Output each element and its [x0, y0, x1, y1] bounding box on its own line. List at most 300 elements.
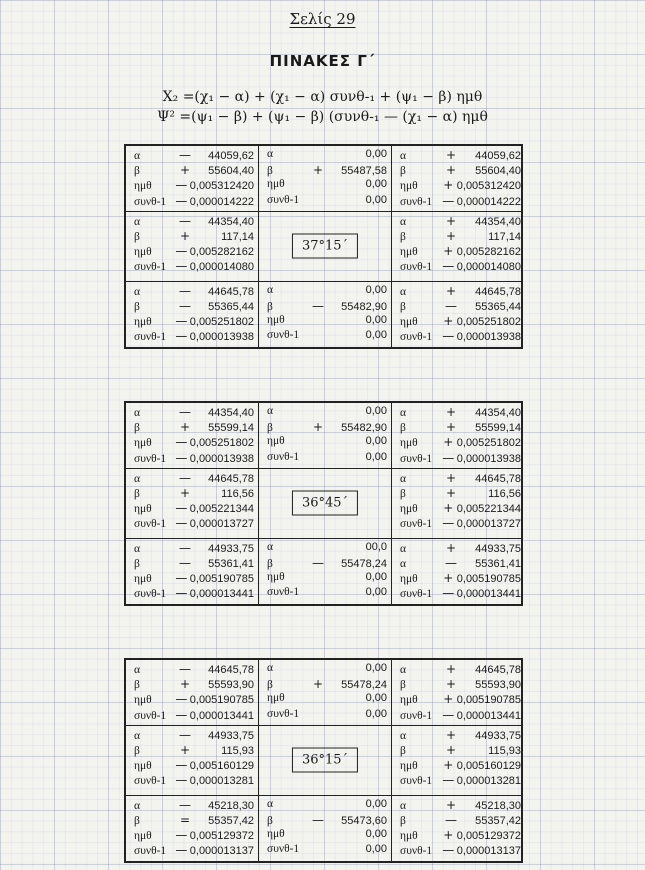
- sign-symbol: +: [445, 405, 457, 419]
- sign-symbol: +: [443, 692, 454, 707]
- table-line: [132, 214, 254, 229]
- coefficient-value: 115,93: [221, 744, 254, 757]
- coefficient-label: συνθ-1: [267, 329, 300, 342]
- table-cell-right: [392, 660, 525, 725]
- sign-symbol: +: [312, 420, 324, 435]
- coefficient-label: συνθ-1: [134, 452, 167, 465]
- coefficient-label: συνθ-1: [400, 452, 433, 465]
- coefficient-value: 44933,75: [208, 729, 254, 742]
- table-cell-mid: [259, 212, 392, 281]
- sign-symbol: —: [175, 571, 188, 586]
- angle-label: 36°45΄: [292, 491, 358, 516]
- section-heading: ΠΙΝΑΚΕΣ Γ΄: [269, 52, 376, 70]
- table-line: [132, 471, 254, 486]
- table-line: [398, 259, 521, 274]
- coefficient-label: ημθ: [267, 828, 285, 841]
- coefficient-value: 55599,14: [475, 422, 521, 435]
- sign-symbol: —: [179, 797, 191, 812]
- coefficient-label: α: [267, 283, 274, 296]
- coefficient-value: 0,000013137: [189, 845, 254, 858]
- table-line: [265, 284, 387, 299]
- coefficient-value: 44933,75: [208, 542, 254, 555]
- table-line: [398, 244, 521, 259]
- table-row: [126, 796, 521, 861]
- coefficient-value: 44645,78: [208, 472, 254, 485]
- sign-symbol: —: [442, 259, 455, 274]
- sign-symbol: +: [443, 314, 454, 329]
- table-line: [132, 843, 254, 858]
- coefficient-value: 44059,62: [208, 150, 254, 162]
- coefficient-label: α: [267, 540, 274, 553]
- coefficient-value: 44354,40: [208, 407, 254, 419]
- sign-symbol: —: [175, 707, 188, 722]
- sign-symbol: —: [175, 329, 188, 344]
- sign-symbol: —: [175, 828, 188, 843]
- table-line: [398, 284, 521, 299]
- sign-symbol: —: [175, 314, 188, 329]
- sign-symbol: +: [445, 283, 457, 298]
- table-cell-left: [126, 660, 259, 725]
- coefficient-label: συνθ-1: [134, 518, 167, 531]
- coefficient-value: 0,005129372: [456, 830, 521, 843]
- coefficient-label: συνθ-1: [134, 775, 167, 788]
- table-row: [126, 660, 521, 726]
- sign-symbol: +: [445, 228, 457, 243]
- sign-symbol: —: [179, 555, 191, 570]
- sign-symbol: +: [445, 677, 457, 692]
- coefficient-value: 0,000014222: [189, 195, 254, 208]
- coefficient-label: ημθ: [400, 437, 418, 450]
- coefficient-label: β: [267, 165, 273, 178]
- coefficient-value: 44645,78: [475, 285, 521, 298]
- coefficient-value: 00,0: [365, 540, 387, 553]
- sign-symbol: —: [445, 555, 457, 570]
- table-line: [398, 773, 521, 788]
- sign-symbol: +: [179, 677, 191, 692]
- sign-symbol: —: [175, 259, 188, 274]
- coefficient-label: α: [134, 542, 141, 555]
- coefficient-label: συνθ-1: [267, 707, 300, 720]
- coefficient-value: 55604,40: [475, 165, 521, 178]
- table-line: [132, 541, 254, 556]
- table-line: [265, 556, 387, 571]
- coefficient-value: 117,14: [221, 230, 254, 243]
- coefficient-label: συνθ-1: [267, 843, 300, 856]
- page-title: Σελίς 29: [289, 10, 356, 28]
- sign-symbol: +: [445, 163, 457, 178]
- coefficient-label: β: [400, 744, 406, 757]
- coefficient-value: 0,005160129: [189, 760, 254, 773]
- sign-symbol: +: [443, 435, 454, 450]
- table-line: [265, 178, 387, 193]
- sign-symbol: —: [442, 586, 455, 601]
- coefficient-label: ημθ: [400, 573, 418, 586]
- coefficient-label: β: [134, 230, 140, 243]
- coefficient-value: 55482,90: [341, 300, 387, 313]
- coefficient-value: 0,005251802: [189, 316, 254, 329]
- table-line: [132, 244, 254, 259]
- angle-label: 37°15΄: [292, 234, 358, 259]
- table-line: [265, 420, 387, 435]
- coefficient-label: συνθ-1: [400, 709, 433, 722]
- coefficient-value: 55357,42: [208, 814, 254, 827]
- coefficient-label: α: [134, 729, 141, 742]
- coefficient-label: ημθ: [134, 573, 152, 586]
- coefficient-value: 0,00: [365, 797, 387, 810]
- table-line: [398, 586, 521, 601]
- table-line: [132, 743, 254, 758]
- table-line: [265, 798, 387, 813]
- coefficient-label: β: [400, 679, 406, 692]
- table-line: [398, 677, 521, 692]
- coefficient-label: α: [134, 285, 141, 298]
- coefficient-label: ημθ: [134, 830, 152, 843]
- coefficient-label: β: [267, 679, 273, 692]
- sign-symbol: +: [179, 420, 191, 435]
- coefficient-label: β: [267, 557, 273, 570]
- sign-symbol: +: [445, 742, 457, 757]
- table-line: [398, 662, 521, 677]
- coefficient-value: 0,00: [365, 314, 387, 327]
- table-line: [265, 828, 387, 843]
- coefficient-value: 0,000013441: [456, 709, 521, 722]
- table-line: [132, 501, 254, 516]
- table-line: [265, 541, 387, 556]
- coefficient-value: 0,00: [365, 843, 387, 856]
- coefficient-label: ημθ: [134, 760, 152, 773]
- coefficient-label: συνθ-1: [267, 586, 300, 599]
- coefficient-label: β: [134, 744, 140, 757]
- table-line: [265, 314, 387, 329]
- coefficient-value: 0,005221344: [456, 503, 521, 516]
- sign-symbol: —: [312, 812, 324, 827]
- table-cell-right: [392, 796, 525, 861]
- coefficient-label: συνθ-1: [400, 588, 433, 601]
- coefficient-value: 44354,40: [475, 407, 521, 419]
- sign-symbol: +: [445, 420, 457, 435]
- table-cell-left: [126, 403, 259, 468]
- coefficient-value: 55593,90: [208, 679, 254, 692]
- coefficient-value: 44354,40: [475, 215, 521, 228]
- coefficient-value: 116,56: [488, 487, 521, 500]
- table-line: [132, 662, 254, 677]
- coefficient-value: 0,000013441: [189, 588, 254, 601]
- sign-symbol: +: [443, 244, 454, 259]
- coefficient-label: α: [267, 405, 274, 417]
- table-cell-left: [126, 726, 259, 795]
- table-cell-mid: [259, 539, 392, 604]
- coefficient-value: 0,000014222: [456, 195, 521, 208]
- coefficient-label: ημθ: [400, 316, 418, 329]
- coefficient-value: 55361,41: [475, 557, 521, 570]
- sign-symbol: —: [442, 329, 455, 344]
- coefficient-value: 55357,42: [475, 814, 521, 827]
- coefficient-label: α: [267, 662, 274, 674]
- table-line: [265, 405, 387, 420]
- sign-symbol: +: [443, 571, 454, 586]
- table-line: [132, 828, 254, 843]
- coefficient-value: 0,000014080: [189, 261, 254, 274]
- table-line: [132, 405, 254, 420]
- coefficient-label: ημθ: [400, 246, 418, 259]
- coefficient-value: 0,005190785: [456, 694, 521, 707]
- table-cell-left: [126, 469, 259, 538]
- coefficient-value: 0,005190785: [189, 694, 254, 707]
- table-line: [398, 728, 521, 743]
- table-line: [132, 486, 254, 501]
- coefficient-label: α: [134, 664, 141, 676]
- table-line: [398, 798, 521, 813]
- coefficient-label: β: [400, 487, 406, 500]
- table-row: [126, 403, 521, 469]
- coefficient-label: β: [134, 422, 140, 435]
- table-cell-mid: [259, 403, 392, 468]
- coefficient-value: 0,00: [365, 450, 387, 463]
- coefficient-label: συνθ-1: [134, 709, 167, 722]
- table-line: [132, 586, 254, 601]
- coefficient-value: 55599,14: [208, 422, 254, 435]
- sign-symbol: —: [442, 450, 455, 465]
- coefficient-label: ημθ: [134, 180, 152, 193]
- coefficient-label: συνθ-1: [400, 518, 433, 531]
- table-line: [132, 798, 254, 813]
- coefficient-value: 0,00: [365, 148, 387, 160]
- coefficient-label: α: [134, 799, 141, 812]
- sign-symbol: —: [175, 244, 188, 259]
- coefficient-table-1: [124, 144, 523, 349]
- coefficient-value: 44354,40: [208, 215, 254, 228]
- coefficient-label: συνθ-1: [134, 588, 167, 601]
- sign-symbol: —: [175, 773, 188, 788]
- coefficient-value: 55361,41: [208, 557, 254, 570]
- table-line: [398, 314, 521, 329]
- sign-symbol: —: [442, 843, 455, 858]
- coefficient-label: συνθ-1: [400, 845, 433, 858]
- coefficient-value: 0,00: [365, 329, 387, 342]
- coefficient-value: 0,00: [365, 405, 387, 417]
- table-line: [398, 451, 521, 466]
- sign-symbol: —: [179, 283, 191, 298]
- coefficient-label: ημθ: [267, 178, 285, 191]
- table-line: [398, 541, 521, 556]
- sign-symbol: +: [312, 677, 324, 692]
- coefficient-value: 0,00: [365, 571, 387, 584]
- table-cell-right: [392, 146, 525, 211]
- table-line: [265, 843, 387, 858]
- table-line: [132, 420, 254, 435]
- sign-symbol: —: [179, 298, 191, 313]
- coefficient-label: α: [400, 729, 407, 742]
- coefficient-label: συνθ-1: [400, 261, 433, 274]
- coefficient-label: α: [134, 150, 141, 162]
- table-line: [398, 556, 521, 571]
- coefficient-label: β: [400, 814, 406, 827]
- coefficient-value: 44645,78: [208, 664, 254, 676]
- coefficient-value: 44933,75: [475, 729, 521, 742]
- table-line: [132, 556, 254, 571]
- coefficient-label: β: [134, 165, 140, 178]
- sign-symbol: —: [179, 662, 191, 676]
- table-line: [398, 471, 521, 486]
- coefficient-value: 0,005221344: [189, 503, 254, 516]
- sign-symbol: —: [175, 450, 188, 465]
- coefficient-label: συνθ-1: [400, 775, 433, 788]
- coefficient-value: 55478,24: [341, 557, 387, 570]
- table-line: [132, 516, 254, 531]
- sign-symbol: +: [179, 228, 191, 243]
- table-line: [265, 692, 387, 707]
- coefficient-label: α: [400, 557, 407, 570]
- coefficient-value: 0,005312420: [456, 180, 521, 193]
- coefficient-label: β: [134, 679, 140, 692]
- coefficient-label: β: [400, 422, 406, 435]
- coefficient-label: α: [267, 148, 274, 160]
- table-row: [126, 146, 521, 212]
- coefficient-label: β: [267, 814, 273, 827]
- coefficient-value: 0,005251802: [456, 437, 521, 450]
- coefficient-label: συνθ-1: [134, 845, 167, 858]
- coefficient-label: ημθ: [267, 314, 285, 327]
- coefficient-label: συνθ-1: [134, 331, 167, 344]
- coefficient-value: 55478,24: [341, 679, 387, 692]
- table-line: [398, 813, 521, 828]
- table-cell-right: [392, 212, 525, 281]
- table-line: [265, 571, 387, 586]
- coefficient-value: 0,005190785: [456, 573, 521, 586]
- table-cell-mid: [259, 726, 392, 795]
- table-line: [132, 229, 254, 244]
- sign-symbol: —: [442, 193, 455, 208]
- sign-symbol: —: [442, 516, 455, 531]
- formula-psi2: Ψ² =(ψ₁ − β) + (ψ₁ − β) (συνθ-₁ — (χ₁ − α) ημθ: [157, 109, 488, 125]
- coefficient-value: 0,005251802: [189, 437, 254, 450]
- table-line: [398, 163, 521, 178]
- coefficient-label: α: [400, 285, 407, 298]
- table-cell-left: [126, 539, 259, 604]
- table-line: [265, 677, 387, 692]
- table-line: [132, 299, 254, 314]
- coefficient-label: β: [400, 165, 406, 178]
- sign-symbol: —: [312, 555, 324, 570]
- coefficient-value: 55487,58: [341, 165, 387, 178]
- coefficient-label: συνθ-1: [134, 261, 167, 274]
- table-line: [398, 178, 521, 193]
- coefficient-value: 44645,78: [475, 664, 521, 676]
- coefficient-label: ημθ: [267, 435, 285, 448]
- coefficient-label: ημθ: [134, 316, 152, 329]
- table-cell-right: [392, 726, 525, 795]
- table-line: [398, 435, 521, 450]
- coefficient-value: 0,000013441: [189, 709, 254, 722]
- sign-symbol: —: [175, 758, 188, 773]
- coefficient-value: 0,000014080: [456, 261, 521, 274]
- table-line: [398, 148, 521, 163]
- sign-symbol: —: [179, 148, 191, 162]
- table-line: [132, 194, 254, 209]
- table-cell-left: [126, 146, 259, 211]
- table-line: [398, 420, 521, 435]
- table-cell-mid: [259, 146, 392, 211]
- table-line: [132, 148, 254, 163]
- table-row: [126, 469, 521, 539]
- table-line: [398, 843, 521, 858]
- sign-symbol: +: [445, 540, 457, 555]
- coefficient-value: 0,005190785: [189, 573, 254, 586]
- table-line: [398, 692, 521, 707]
- sign-symbol: —: [175, 843, 188, 858]
- table-line: [265, 299, 387, 314]
- table-row: [126, 282, 521, 347]
- coefficient-value: 55473,60: [341, 814, 387, 827]
- coefficient-value: 44059,62: [475, 150, 521, 162]
- table-line: [398, 828, 521, 843]
- table-cell-left: [126, 212, 259, 281]
- table-line: [398, 708, 521, 723]
- coefficient-value: 0,00: [365, 435, 387, 448]
- coefficient-label: β: [400, 300, 406, 313]
- sign-symbol: +: [445, 485, 457, 500]
- coefficient-value: 0,00: [365, 178, 387, 191]
- sign-symbol: +: [443, 828, 454, 843]
- coefficient-value: 0,005312420: [189, 180, 254, 193]
- table-line: [398, 214, 521, 229]
- table-line: [132, 728, 254, 743]
- coefficient-value: 0,005251802: [456, 316, 521, 329]
- coefficient-label: α: [134, 472, 141, 485]
- coefficient-label: α: [400, 799, 407, 812]
- coefficient-label: β: [267, 300, 273, 313]
- table-line: [398, 194, 521, 209]
- table-line: [132, 571, 254, 586]
- table-cell-right: [392, 282, 525, 347]
- coefficient-label: συνθ-1: [267, 450, 300, 463]
- coefficient-label: α: [400, 472, 407, 485]
- coefficient-label: α: [400, 215, 407, 228]
- sign-symbol: —: [442, 773, 455, 788]
- sign-symbol: —: [175, 516, 188, 531]
- coefficient-label: συνθ-1: [134, 195, 167, 208]
- sign-symbol: +: [179, 742, 191, 757]
- coefficient-value: 0,000013727: [189, 518, 254, 531]
- sign-symbol: —: [179, 470, 191, 485]
- table-line: [265, 148, 387, 163]
- table-line: [265, 708, 387, 723]
- coefficient-label: α: [400, 150, 407, 162]
- coefficient-label: ημθ: [400, 694, 418, 707]
- coefficient-label: β: [134, 557, 140, 570]
- coefficient-value: 0,005160129: [456, 760, 521, 773]
- coefficient-value: 0,005282162: [189, 246, 254, 259]
- coefficient-label: ημθ: [267, 571, 285, 584]
- coefficient-label: β: [400, 230, 406, 243]
- coefficient-value: 115,93: [488, 744, 521, 757]
- coefficient-value: 55604,40: [208, 165, 254, 178]
- coefficient-table-3: [124, 658, 523, 863]
- coefficient-value: 0,00: [365, 828, 387, 841]
- angle-label: 36°15΄: [292, 748, 358, 773]
- coefficient-label: α: [267, 797, 274, 810]
- coefficient-label: β: [134, 487, 140, 500]
- table-line: [132, 435, 254, 450]
- sign-symbol: +: [445, 797, 457, 812]
- table-line: [132, 813, 254, 828]
- table-line: [398, 299, 521, 314]
- sign-symbol: +: [445, 470, 457, 485]
- coefficient-label: α: [134, 215, 141, 228]
- coefficient-value: 44645,78: [475, 472, 521, 485]
- table-line: [132, 284, 254, 299]
- sign-symbol: +: [443, 178, 454, 193]
